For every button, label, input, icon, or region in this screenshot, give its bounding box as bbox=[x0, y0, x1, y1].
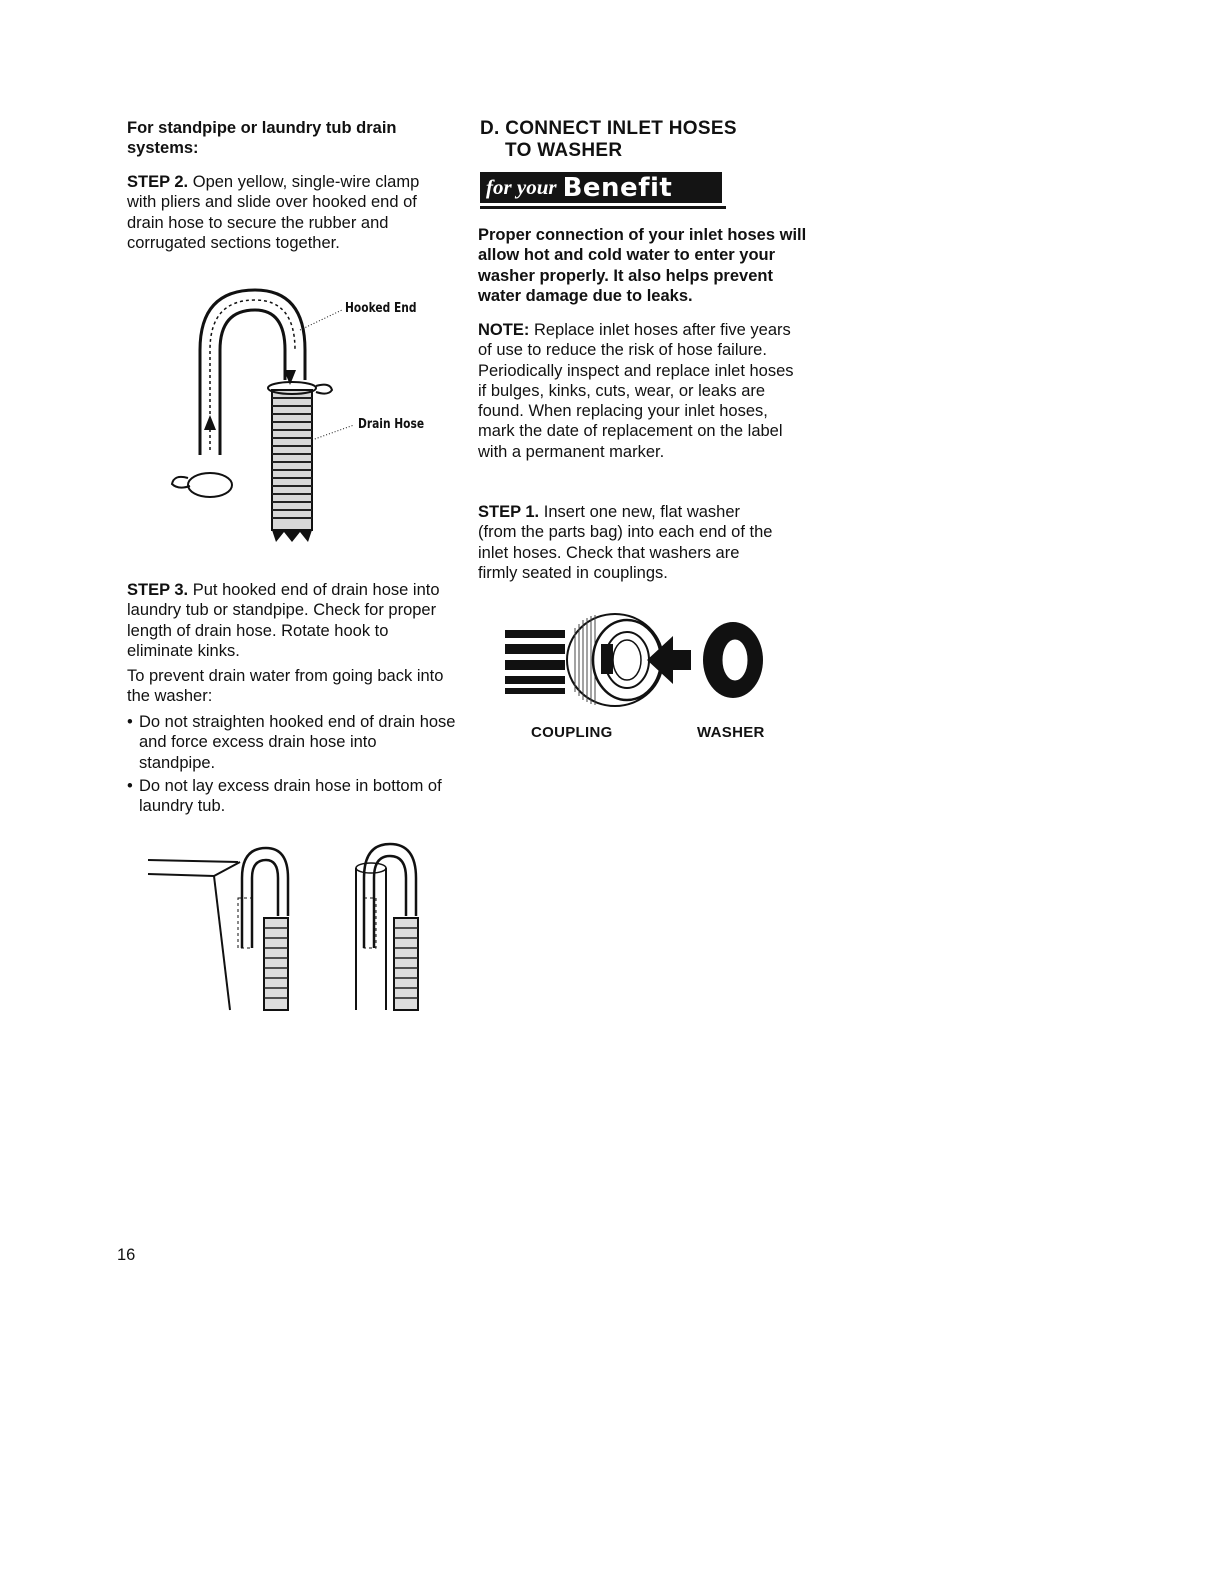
heading-line2: TO WASHER bbox=[505, 140, 623, 161]
heading-letter: D. bbox=[480, 118, 500, 139]
heading-line1: CONNECT INLET HOSES bbox=[505, 118, 737, 139]
hooked-end-label: Hooked End bbox=[345, 301, 417, 316]
bullet-text: Do not straighten hooked end of drain hose and force excess drain hose into standpipe. bbox=[139, 713, 456, 772]
step3-label: STEP 3. bbox=[127, 581, 189, 599]
washer-caption: WASHER bbox=[697, 724, 765, 741]
page-number: 16 bbox=[117, 1246, 136, 1264]
laundry-tub-standpipe-figure bbox=[148, 838, 448, 1018]
banner-rule bbox=[480, 206, 726, 209]
banner-small-text: for your bbox=[486, 175, 557, 199]
step2-label: STEP 2. bbox=[127, 173, 189, 191]
bullet-list bbox=[127, 712, 457, 816]
prevent-text: To prevent drain water from going back into the washer: bbox=[127, 667, 444, 706]
note-label: NOTE: bbox=[478, 321, 530, 339]
step2-text: Open yellow, single-wire clamp with pliers and slide over hooked end of drain hose to secure the rubber and corrugated sections together. bbox=[127, 173, 420, 252]
step1-paragraph bbox=[478, 502, 778, 583]
coupling-caption: COUPLING bbox=[531, 724, 613, 741]
list-item bbox=[127, 712, 457, 773]
bullet-symbol: • bbox=[127, 713, 133, 731]
note-text: Replace inlet hoses after five years of use to reduce the risk of hose failure. Periodically inspect and replace inlet hoses if bulges, kinks, cuts, wear, or leaks are found. When replacing your inlet hoses, mark the date of replacement on the label with a permanent marker. bbox=[478, 321, 794, 461]
coupling-washer-figure bbox=[505, 608, 785, 708]
bullet-text: Do not lay excess drain hose in bottom of laundry tub. bbox=[139, 776, 442, 816]
intro-heading: For standpipe or laundry tub drain systems: bbox=[127, 119, 397, 158]
step3-text: Put hooked end of drain hose into laundry tub or standpipe. Check for proper length of drain hose. Rotate hook to eliminate kinks. bbox=[127, 581, 440, 660]
benefit-text: Proper connection of your inlet hoses will allow hot and cold water to enter your washer properly. It also helps prevent water damage due to leaks. bbox=[478, 226, 807, 305]
step1-text: Insert one new, flat washer (from the parts bag) into each end of the inlet hoses. Check that washers are firmly seated in couplings. bbox=[478, 503, 773, 582]
bullet-symbol: • bbox=[127, 776, 133, 795]
step2-paragraph bbox=[127, 172, 449, 253]
for-your-benefit-banner bbox=[480, 172, 726, 209]
section-heading bbox=[480, 118, 737, 140]
note-paragraph bbox=[478, 320, 794, 462]
banner-big-text: Benefit bbox=[562, 172, 673, 203]
step3-paragraph bbox=[127, 580, 449, 661]
drain-hose-label: Drain Hose bbox=[358, 417, 425, 432]
step1-label: STEP 1. bbox=[478, 503, 540, 521]
list-item bbox=[127, 776, 457, 817]
